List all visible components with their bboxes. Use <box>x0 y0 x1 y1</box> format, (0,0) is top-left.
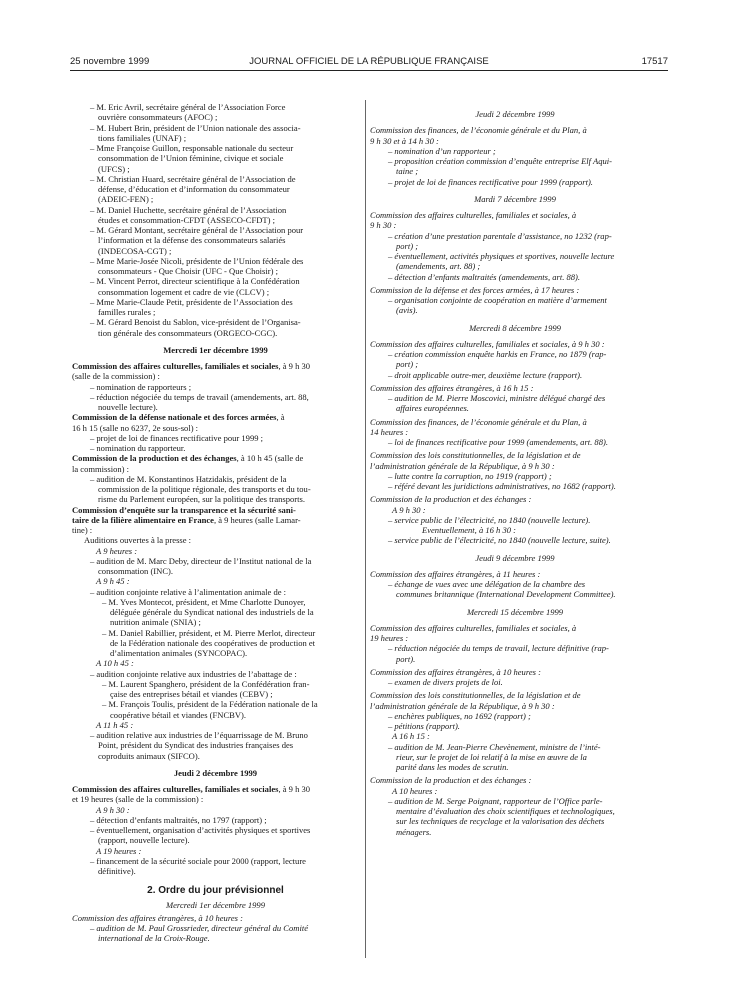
commission-line: tine) : <box>72 525 93 535</box>
day-heading: Mercredi 1er décembre 1999 <box>163 344 268 355</box>
commission-line: Commission d’enquête sur la transparence et la sécurité sani- <box>72 504 296 515</box>
agenda-item: – proposition création commission d’enquête entreprise Elf Aqui- <box>388 156 613 166</box>
commission-line: Commission des affaires étrangères, à 10 heures : <box>370 666 541 677</box>
agenda-item: de la Fédération nationale des coopératives de production et <box>110 637 316 648</box>
commission-line: Commission des lois constitutionnelles, de la législation et de <box>370 690 581 701</box>
agenda-item: – M. Vincent Perrot, directeur scientifique à la Confédération <box>90 276 300 287</box>
header-date: 25 novembre 1999 <box>70 56 150 67</box>
day-heading: Mercredi 15 décembre 1999 <box>466 606 564 617</box>
right-column <box>370 102 660 837</box>
commission-line: Commission de la production et des échanges : <box>370 775 532 786</box>
agenda-item: – M. Laurent Spanghero, président de la Confédération fran- <box>102 678 310 689</box>
agenda-item: – réduction négociée du temps de travail (amendements, art. 88, <box>90 391 309 402</box>
agenda-item: – pétitions (rapport). <box>388 721 460 731</box>
agenda-item: tion générale des consommateurs (ORGECO-CGC). <box>98 327 278 338</box>
agenda-item: études et consommation-CFDT (ASSECO-CFDT) ; <box>98 214 275 225</box>
agenda-item: – référé devant les juridictions administratives, no 1682 (rapport). <box>388 481 616 491</box>
commission-line: et 19 heures (salle de la commission) : <box>72 794 204 805</box>
agenda-item: – détection d’enfants maltraités, no 1797 (rapport) ; <box>90 814 267 825</box>
agenda-item: – organisation conjointe de coopération en matière d’armement <box>388 295 607 305</box>
agenda-item: coproduits animaux (SIFCO). <box>98 750 200 761</box>
agenda-item: ouvrière consommateurs (AFOC) ; <box>98 112 218 123</box>
agenda-item: – réduction négociée du temps de travail, lecture définitive (rap- <box>388 643 609 654</box>
day-heading: Jeudi 2 décembre 1999 <box>475 109 555 119</box>
agenda-item: ménagers. <box>396 826 432 837</box>
agenda-item: – audition de M. Pierre Moscovici, ministre délégué chargé des <box>388 393 606 403</box>
agenda-item: port). <box>396 653 416 664</box>
commission-line: 14 heures : <box>370 426 409 437</box>
commission-line: 16 h 15 (salle no 6237, 2e sous-sol) : <box>72 422 199 433</box>
agenda-item: – droit applicable outre-mer, deuxième lecture (rapport). <box>388 369 583 380</box>
header-rule <box>70 70 668 71</box>
day-heading: Mercredi 8 décembre 1999 <box>469 322 561 333</box>
agenda-item: port) ; <box>396 240 419 251</box>
commission-line: la commission) : <box>72 463 129 474</box>
agenda-item: – service public de l’électricité, no 1840 (nouvelle lecture, suite). <box>388 535 611 546</box>
time-label: A 10 heures : <box>392 785 438 796</box>
agenda-item: (amendements, art. 88) ; <box>396 261 481 272</box>
agenda-item: – audition conjointe relative à l’alimentation animale de : <box>90 586 287 597</box>
commission-line: Commission de la défense et des forces armées, à 17 heures : <box>370 284 580 295</box>
agenda-item: – audition relative aux industries de l’équarrissage de M. Bruno <box>90 730 308 740</box>
commission-line: 19 heures : <box>370 633 409 643</box>
agenda-item: – examen de divers projets de loi. <box>388 677 503 687</box>
commission-line: l’administration générale de la République, à 9 h 30 : <box>370 460 555 471</box>
agenda-item: taine ; <box>396 166 419 177</box>
agenda-item: nouvelle lecture). <box>98 402 158 412</box>
agenda-item: – M. Christian Huard, secrétaire général de l’Association de <box>90 173 296 184</box>
commission-line: Commission des affaires étrangères, à 10 heures : <box>72 912 243 923</box>
page-number: 17517 <box>641 56 668 67</box>
agenda-item: rieur, sur le projet de loi relatif à la mise en œuvre de la <box>396 751 587 762</box>
agenda-item: commission de la politique régionale, des transports et du tou- <box>98 484 311 494</box>
agenda-item: çaise des entreprises bétail et viandes (CEBV) ; <box>110 689 273 699</box>
agenda-item: consommation (INC). <box>98 566 174 576</box>
agenda-item: port) ; <box>396 359 419 370</box>
day-heading: Jeudi 2 décembre 1999 <box>173 767 258 778</box>
agenda-item: – nomination de rapporteurs ; <box>90 381 192 392</box>
agenda-item: parité dans les modes de scrutin. <box>396 762 509 772</box>
time-label: A 9 h 30 : <box>392 504 426 515</box>
day-heading: Mardi 7 décembre 1999 <box>474 193 556 204</box>
commission-line: l’administration générale de la République, à 9 h 30 : <box>370 700 555 711</box>
agenda-item: nutrition animale (SNIA) ; <box>110 617 201 628</box>
time-label: A 19 heures : <box>96 845 142 856</box>
commission-line: (salle de la commission) : <box>72 371 160 382</box>
agenda-item: (ADEIC-FEN) ; <box>98 194 154 205</box>
agenda-item: – détection d’enfants maltraités (amendements, art. 88). <box>388 271 581 282</box>
agenda-item: affaires européennes. <box>396 403 469 414</box>
agenda-item: – audition de M. Jean-Pierre Chevènement, ministre de l’inté- <box>388 741 601 752</box>
agenda-item: – projet de loi de finances rectificative pour 1999 (rapport). <box>388 176 593 187</box>
agenda-item: – audition de M. Konstantinos Hatzidakis, président de la <box>90 473 287 484</box>
commission-line: Commission des affaires étrangères, à 16 h 15 : <box>370 382 534 393</box>
text-line: Auditions ouvertes à la presse : <box>84 535 192 546</box>
agenda-item: – M. Hubert Brin, président de l’Union nationale des associa- <box>90 122 301 133</box>
journal-title: JOURNAL OFFICIEL DE LA RÉPUBLIQUE FRANÇAISE <box>249 56 489 67</box>
agenda-item: mentaire d’évaluation des choix scientifiques et technologiques, <box>396 806 615 816</box>
agenda-item: – échange de vues avec une délégation de la chambre des <box>388 579 586 589</box>
agenda-item: – service public de l’électricité, no 1840 (nouvelle lecture). <box>388 514 591 525</box>
agenda-item: – nomination du rapporteur. <box>90 443 186 453</box>
agenda-item: – financement de la sécurité sociale pour 2000 (rapport, lecture <box>90 855 306 866</box>
page-header <box>70 56 668 70</box>
day-heading: Jeudi 9 décembre 1999 <box>475 552 555 563</box>
section-heading: 2. Ordre du jour prévisionnel <box>147 885 284 897</box>
agenda-item: – audition conjointe relative aux industries de l’abattage de : <box>90 668 297 679</box>
commission-line: 9 h 30 : <box>370 220 397 231</box>
agenda-item: – loi de finances rectificative pour 1999 (amendements, art. 88). <box>388 437 608 447</box>
commission-line: Commission des affaires culturelles, familiales et sociales, à <box>370 622 577 633</box>
agenda-item: – audition de M. Paul Grossrieder, directeur général du Comité <box>90 923 308 933</box>
agenda-item: défense, d’éducation et d’information du consommateur <box>98 184 290 194</box>
agenda-item: – création commission enquête harkis en France, no 1879 (rap- <box>388 349 607 359</box>
commission-line: Commission de la production et des échanges, à 10 h 45 (salle de <box>72 453 304 464</box>
agenda-item: sur les techniques de recyclage et la valorisation des déchets <box>396 816 605 827</box>
agenda-item: risme du Parlement européen, sur la politique des transports. <box>98 494 305 505</box>
agenda-item: tions familiales (UNAF) ; <box>98 132 187 143</box>
commission-line: Commission de la production et des échanges : <box>370 494 532 505</box>
agenda-item: (rapport, nouvelle lecture). <box>98 835 190 846</box>
time-label: A 9 h 30 : <box>96 804 130 815</box>
time-label: A 9 heures : <box>96 545 138 556</box>
agenda-item: déléguée générale du Syndicat national des industriels de la <box>110 607 314 617</box>
agenda-item: (UFCS) ; <box>98 163 130 174</box>
time-label: A 16 h 15 : <box>392 731 430 742</box>
agenda-item-cont: international de la Croix-Rouge. <box>98 933 210 944</box>
agenda-item: – M. Gérard Montant, secrétaire général de l’Association pour <box>90 225 304 235</box>
agenda-item: familles rurales ; <box>98 307 156 317</box>
agenda-item: – création d’une prestation parentale d’assistance, no 1232 (rap- <box>388 230 612 241</box>
agenda-item: – enchères publiques, no 1692 (rapport) ; <box>388 710 531 721</box>
agenda-item: consommateurs - Que Choisir (UFC - Que Choisir) ; <box>98 266 278 276</box>
agenda-item: – projet de loi de finances rectificative pour 1999 ; <box>90 432 264 443</box>
agenda-item: d’alimentation animales (SYNCOPAC). <box>110 648 248 658</box>
left-column <box>72 102 359 944</box>
day-heading: Mercredi 1er décembre 1999 <box>166 899 265 910</box>
agenda-item: (INDECOSA-CGT) ; <box>98 245 172 256</box>
agenda-item: – Mme Marie-Josée Nicoli, présidente de l’Union fédérale des <box>90 255 304 266</box>
agenda-item: – M. Yves Montecot, président, et Mme Charlotte Dunoyer, <box>102 596 306 607</box>
time-label: A 10 h 45 : <box>96 658 134 669</box>
agenda-item: l’information et la défense des consommateurs salariés <box>98 235 286 246</box>
agenda-item: définitive). <box>98 866 136 876</box>
agenda-item: (avis). <box>396 305 418 316</box>
time-label: A 9 h 45 : <box>96 576 130 587</box>
agenda-item: communes britannique (International Development Committee). <box>396 589 616 600</box>
agenda-item: – M. Eric Avril, secrétaire général de l’Association Force <box>90 102 286 112</box>
agenda-item: – M. Daniel Huchette, secrétaire général de l’Association <box>90 204 287 215</box>
commission-line: Commission des lois constitutionnelles, de la législation et de <box>370 450 581 461</box>
agenda-item: Point, président du Syndicat des industries françaises des <box>98 740 294 751</box>
agenda-item: – Mme Françoise Guillon, responsable nationale du secteur <box>90 143 294 153</box>
commission-line: taire de la filière alimentaire en France, à 9 heures (salle Lamar- <box>72 514 301 525</box>
agenda-item: – éventuellement, organisation d’activités physiques et sportives <box>90 825 311 835</box>
agenda-item: – audition de M. Serge Poignant, rapporteur de l’Office parle- <box>388 795 603 806</box>
agenda-item: – M. Daniel Rabillier, président, et M. Pierre Merlot, directeur <box>102 627 316 638</box>
commission-line: Commission des affaires culturelles, familiales et sociales, à 9 h 30 <box>72 784 311 794</box>
commission-line: Commission des affaires culturelles, familiales et sociales, à 9 h 30 : <box>370 338 605 349</box>
commission-line: Commission des affaires étrangères, à 11 heures : <box>370 568 541 579</box>
agenda-item: consommation de l’Union féminine, civique et sociale <box>98 153 284 164</box>
time-label: A 11 h 45 : <box>96 719 134 730</box>
agenda-item: – lutte contre la corruption, no 1919 (rapport) ; <box>388 470 552 481</box>
column-divider <box>365 100 366 958</box>
time-label: Eventuellement, à 16 h 30 : <box>422 525 516 535</box>
commission-line: Commission des affaires culturelles, familiales et sociales, à <box>370 210 577 220</box>
commission-line: Commission des finances, de l’économie générale et du Plan, à <box>370 125 587 136</box>
agenda-item: – M. François Toulis, président de la Fédération nationale de la <box>102 699 318 710</box>
agenda-item: – nomination d’un rapporteur ; <box>388 145 496 156</box>
agenda-item: – éventuellement, activités physiques et sportives, nouvelle lecture <box>388 251 615 261</box>
commission-line: 9 h 30 et à 14 h 30 : <box>370 135 439 146</box>
agenda-item: consommation logement et cadre de vie (CLCV) ; <box>98 286 270 297</box>
commission-line: Commission des affaires culturelles, familiales et sociales, à 9 h 30 <box>72 361 311 371</box>
agenda-item: – Mme Marie-Claude Petit, présidente de l’Association des <box>90 296 293 307</box>
commission-line: Commission de la défense nationale et des forces armées, à <box>72 412 285 423</box>
agenda-item: – M. Gérard Benoist du Sablon, vice-président de l’Organisa- <box>90 317 301 328</box>
agenda-item: – audition de M. Marc Deby, directeur de l’Institut national de la <box>90 555 312 566</box>
agenda-item: coopérative bétail et viandes (FNCBV). <box>110 709 246 720</box>
commission-line: Commission des finances, de l’économie générale et du Plan, à <box>370 416 587 427</box>
